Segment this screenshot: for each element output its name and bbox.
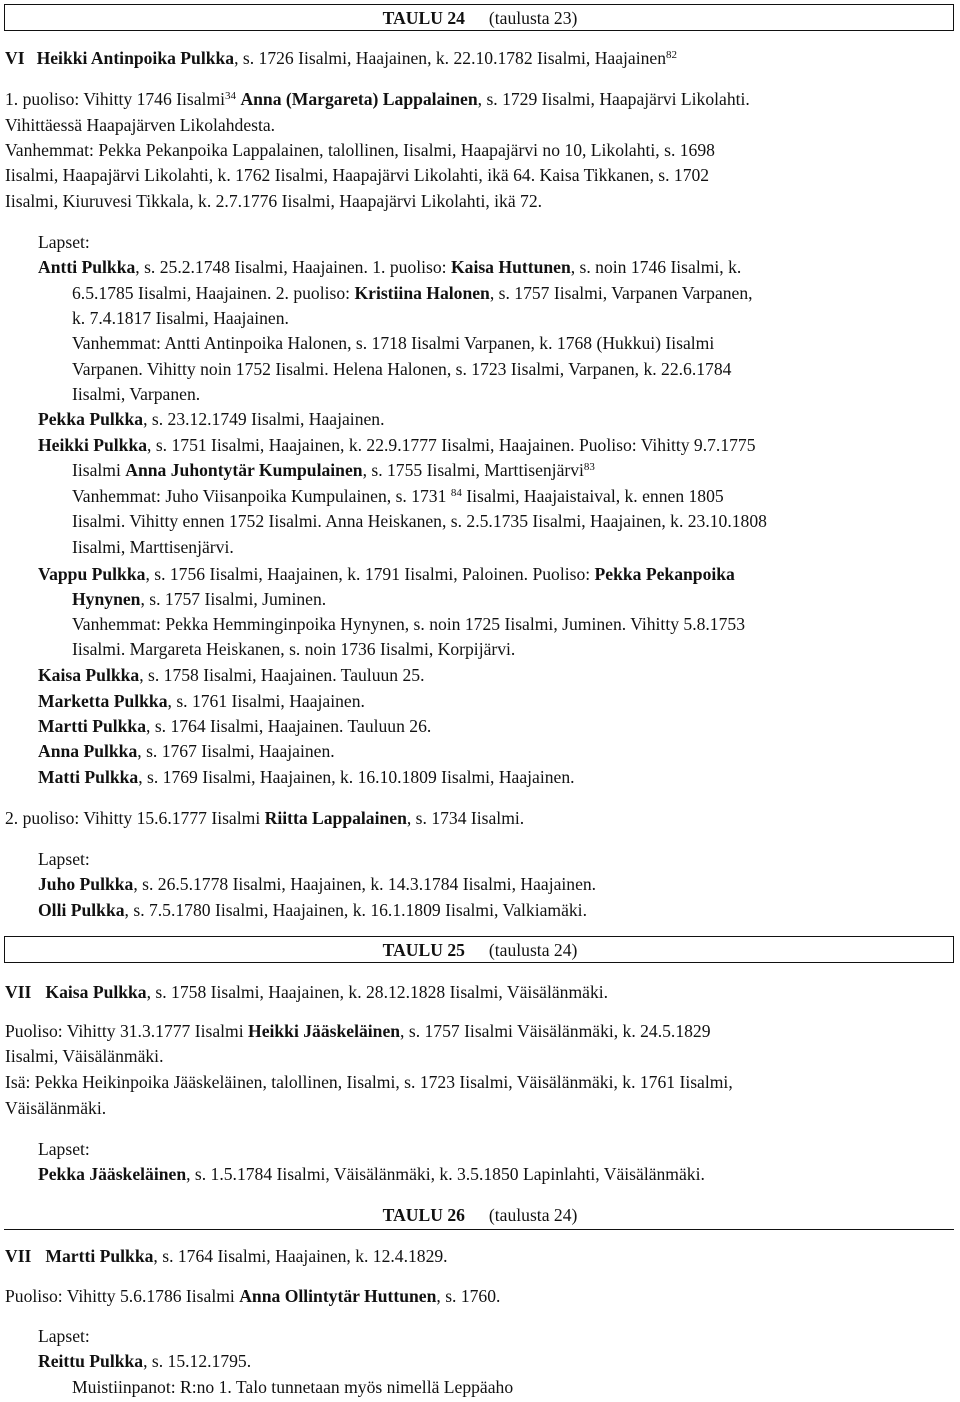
t24-child1-line3: k. 7.4.1817 Iisalmi, Haajainen. <box>72 308 289 328</box>
t24-child4 <box>38 562 735 586</box>
child-spouse-name: Hynynen <box>72 589 141 609</box>
t24-child1-line6: Iisalmi, Varpanen. <box>72 384 201 404</box>
t24-child8 <box>38 739 335 763</box>
t24-child9 <box>38 765 575 789</box>
child-name: Reittu Pulkka <box>38 1351 144 1371</box>
child-info: , s. 1767 Iisalmi, Haajainen. <box>137 741 335 761</box>
t24-spouse2-prefix: 2. puoliso: Vihitty 15.6.1777 Iisalmi <box>5 808 261 828</box>
t24-child1 <box>38 255 741 279</box>
t25-lapset-label: Lapset: <box>38 1139 90 1159</box>
t26-spouse-line <box>5 1284 500 1308</box>
t24-child6 <box>38 689 365 713</box>
t26-spouse-prefix: Puoliso: Vihitty 5.6.1786 Iisalmi <box>5 1286 235 1306</box>
child-name: Heikki Pulkka <box>38 435 148 455</box>
child-spouse-info: , s. noin 1746 Iisalmi, k. <box>570 257 742 277</box>
child-info: 6.5.1785 Iisalmi, Haajainen. 2. puoliso: <box>72 283 351 303</box>
t24-line6: Iisalmi, Kiuruvesi Tikkala, k. 2.7.1776 Iisalmi, Haapajärvi Likolahti, ikä 72. <box>5 191 543 211</box>
t25-person-name: Kaisa Pulkka <box>45 982 147 1002</box>
child-info: , s. 15.12.1795. <box>143 1351 252 1371</box>
t26-note: Muistiinpanot: R:no 1. Talo tunnetaan myös nimellä Leppäaho <box>72 1377 514 1397</box>
footnote-marker: 84 <box>450 487 462 499</box>
t24-second-child1 <box>38 872 596 896</box>
t24-spouse1-footnote: 34 <box>225 90 237 102</box>
t26-generation: VII <box>5 1246 32 1266</box>
child-info: Iisalmi <box>72 460 121 480</box>
t25-person-info: , s. 1758 Iisalmi, Haajainen, k. 28.12.1828 Iisalmi, Väisälänmäki. <box>146 982 609 1002</box>
t26-spouse-info: , s. 1760. <box>436 1286 501 1306</box>
t24-lapset-label: Lapset: <box>38 232 90 252</box>
t24-child4-line3: Vanhemmat: Pekka Hemminginpoika Hynynen, s. noin 1725 Iisalmi, Juminen. Vihitty 5.8.1753 <box>72 614 745 634</box>
child-spouse-name: Kaisa Huttunen <box>450 257 571 277</box>
t26-person-name: Martti Pulkka <box>45 1246 154 1266</box>
child-name: Antti Pulkka <box>38 257 136 277</box>
t25-spouse-info: , s. 1757 Iisalmi Väisälänmäki, k. 24.5.1829 <box>400 1021 711 1041</box>
t25-spouse-prefix: Puoliso: Vihitty 31.3.1777 Iisalmi <box>5 1021 244 1041</box>
child-info: , s. 1756 Iisalmi, Haajainen, k. 1791 Iisalmi, Paloinen. Puoliso: <box>145 564 591 584</box>
t25-spouse-line <box>5 1019 711 1043</box>
t25-father-line2: Väisälänmäki. <box>5 1098 107 1118</box>
t24-spouse2-info: , s. 1734 Iisalmi. <box>406 808 525 828</box>
child-name: Vappu Pulkka <box>38 564 146 584</box>
t24-spouse1-line <box>5 87 750 111</box>
t24-child5 <box>38 663 424 687</box>
table-25-header <box>0 938 960 962</box>
t24-lapset2-label: Lapset: <box>38 849 90 869</box>
t24-child4-line2 <box>72 587 326 611</box>
t24-child3-line3 <box>72 484 724 508</box>
child-name: Pekka Jääskeläinen <box>38 1164 187 1184</box>
t24-child3-line5: Iisalmi, Marttisenjärvi. <box>72 537 234 557</box>
t24-child7 <box>38 714 431 738</box>
t24-spouse2-name: Riitta Lappalainen <box>264 808 407 828</box>
t24-child3-line2 <box>72 458 595 482</box>
child-info: , s. 1764 Iisalmi, Haajainen. Tauluun 26. <box>146 716 432 736</box>
t25-child1 <box>38 1162 705 1186</box>
t24-second-child2 <box>38 898 587 922</box>
table-25-title: TAULU 25 <box>382 940 465 960</box>
t25-main-person <box>5 980 608 1004</box>
child-info: , s. 1769 Iisalmi, Haajainen, k. 16.10.1809 Iisalmi, Haajainen. <box>138 767 575 787</box>
t24-line4: Vanhemmat: Pekka Pekanpoika Lappalainen, talollinen, Iisalmi, Haapajärvi no 10, Likolahti, s. 1698 <box>5 140 715 160</box>
t25-father-line: Isä: Pekka Heikinpoika Jääskeläinen, talollinen, Iisalmi, s. 1723 Iisalmi, Väisälänmäki, k. 1761 Iisalmi, <box>5 1072 733 1092</box>
t24-generation: VI <box>5 48 25 68</box>
t24-footnote: 82 <box>666 49 678 61</box>
child-name: Matti Pulkka <box>38 767 139 787</box>
child-name: Kaisa Pulkka <box>38 665 140 685</box>
t24-child1-line4: Vanhemmat: Antti Antinpoika Halonen, s. 1718 Iisalmi Varpanen, k. 1768 (Hukkui) Iisalmi <box>72 333 715 353</box>
t24-person-name: Heikki Antinpoika Pulkka <box>36 48 235 68</box>
child-info: Iisalmi, Haajaistaival, k. ennen 1805 <box>466 486 724 506</box>
child-info: , s. 1761 Iisalmi, Haajainen. <box>167 691 365 711</box>
child-spouse-info: , s. 1757 Iisalmi, Varpanen Varpanen, <box>489 283 753 303</box>
t26-person-info: , s. 1764 Iisalmi, Haajainen, k. 12.4.1829. <box>153 1246 448 1266</box>
child-name: Anna Pulkka <box>38 741 138 761</box>
child-info: , s. 26.5.1778 Iisalmi, Haajainen, k. 14.3.1784 Iisalmi, Haajainen. <box>133 874 597 894</box>
t24-child1-line2 <box>72 281 753 305</box>
table-25-from: (taulusta 24) <box>488 940 578 960</box>
child-name: Marketta Pulkka <box>38 691 168 711</box>
footnote-marker: 83 <box>583 461 595 473</box>
t24-child3-line4: Iisalmi. Vihitty ennen 1752 Iisalmi. Anna Heiskanen, s. 2.5.1735 Iisalmi, Haajainen, k. 23.10.1808 <box>72 511 767 531</box>
t24-spouse1-info: , s. 1729 Iisalmi, Haapajärvi Likolahti. <box>477 89 750 109</box>
t24-line5: Iisalmi, Haapajärvi Likolahti, k. 1762 Iisalmi, Haapajärvi Likolahti, ikä 64. Kaisa Tikkanen, s. 1702 <box>5 165 710 185</box>
t26-main-person <box>5 1244 448 1268</box>
t24-person-info: , s. 1726 Iisalmi, Haajainen, k. 22.10.1782 Iisalmi, Haajainen <box>234 48 667 68</box>
child-info: Vanhemmat: Juho Viisanpoika Kumpulainen, s. 1731 <box>72 486 447 506</box>
child-info: , s. 23.12.1749 Iisalmi, Haajainen. <box>143 409 385 429</box>
table-24-title: TAULU 24 <box>382 8 465 28</box>
table-24-from: (taulusta 23) <box>488 8 578 28</box>
child-info: , s. 1.5.1784 Iisalmi, Väisälänmäki, k. 3.5.1850 Lapinlahti, Väisälänmäki. <box>186 1164 705 1184</box>
child-name: Olli Pulkka <box>38 900 125 920</box>
t24-line3: Vihittäessä Haapajärven Likolahdesta. <box>5 115 276 135</box>
child-name: Pekka Pulkka <box>38 409 144 429</box>
t25-spouse-name: Heikki Jääskeläinen <box>248 1021 401 1041</box>
child-spouse-info: , s. 1755 Iisalmi, Marttisenjärvi <box>362 460 584 480</box>
table-26-title: TAULU 26 <box>382 1205 465 1225</box>
child-spouse-name: Kristiina Halonen <box>354 283 490 303</box>
child-info: , s. 1758 Iisalmi, Haajainen. Tauluun 25. <box>139 665 425 685</box>
table-24-header <box>0 6 960 30</box>
table-26-header-rule <box>4 1229 954 1231</box>
t24-spouse2-line <box>5 806 524 830</box>
t24-main-person <box>5 46 677 70</box>
child-spouse-name: Pekka Pekanpoika <box>594 564 735 584</box>
t24-spouse1-name: Anna (Margareta) Lappalainen <box>240 89 478 109</box>
table-26-from: (taulusta 24) <box>488 1205 578 1225</box>
t24-child4-line4: Iisalmi. Margareta Heiskanen, s. noin 1736 Iisalmi, Korpijärvi. <box>72 639 516 659</box>
child-spouse-info: , s. 1757 Iisalmi, Juminen. <box>140 589 327 609</box>
t26-child1 <box>38 1349 251 1373</box>
t24-spouse1-prefix: 1. puoliso: Vihitty 1746 Iisalmi <box>5 89 226 109</box>
t25-spouse-line2: Iisalmi, Väisälänmäki. <box>5 1046 164 1066</box>
child-spouse-name: Anna Juhontytär Kumpulainen <box>125 460 363 480</box>
child-info: , s. 1751 Iisalmi, Haajainen, k. 22.9.1777 Iisalmi, Haajainen. Puoliso: Vihitty 9.7.1775 <box>147 435 756 455</box>
child-name: Martti Pulkka <box>38 716 147 736</box>
child-name: Juho Pulkka <box>38 874 134 894</box>
t25-generation: VII <box>5 982 32 1002</box>
child-info: , s. 7.5.1780 Iisalmi, Haajainen, k. 16.1.1809 Iisalmi, Valkiamäki. <box>124 900 587 920</box>
t24-child2 <box>38 407 385 431</box>
t26-lapset-label: Lapset: <box>38 1326 90 1346</box>
t26-spouse-name: Anna Ollintytär Huttunen <box>239 1286 437 1306</box>
child-info: , s. 25.2.1748 Iisalmi, Haajainen. 1. puoliso: <box>135 257 447 277</box>
table-26-header <box>0 1203 960 1227</box>
t24-child3 <box>38 433 756 457</box>
t24-child1-line5: Varpanen. Vihitty noin 1752 Iisalmi. Helena Halonen, s. 1723 Iisalmi, Varpanen, k. 22.6.1784 <box>72 359 732 379</box>
